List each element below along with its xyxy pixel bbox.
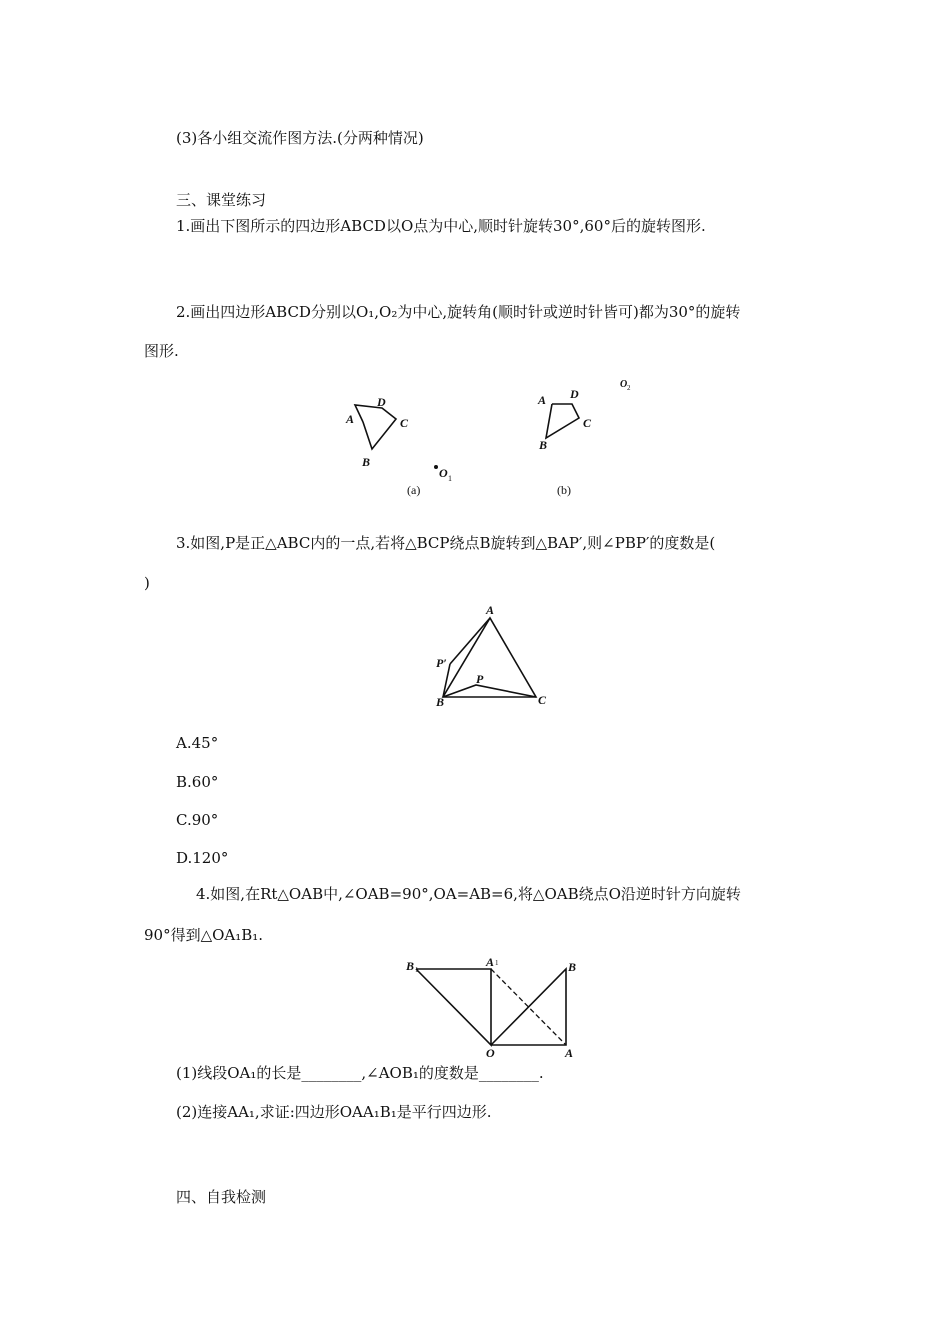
question-3-line-1: 3.如图,P是正△ABC内的一点,若将△BCP绕点B旋转到△BAP′,则∠PBP′的度数是( xyxy=(176,534,716,552)
section-heading-self-check: 四、自我检测 xyxy=(176,1188,267,1206)
question-4-sub-1: (1)线段OA₁的长是________,∠AOB₁的度数是________. xyxy=(176,1064,544,1082)
question-2-line-1: 2.画出四边形ABCD分别以O₁,O₂为中心,旋转角(顺时针或逆时针皆可)都为30°的旋转 xyxy=(176,303,741,321)
fig4-label-A: A xyxy=(565,1046,574,1060)
fig3-label-C: C xyxy=(538,693,547,707)
figure-b xyxy=(546,404,579,438)
fig4-label-B: B xyxy=(568,960,577,974)
fig-a-label-O: O xyxy=(439,466,448,480)
fig-b-caption: (b) xyxy=(557,483,571,497)
fig-a-caption: (a) xyxy=(407,483,421,497)
fig-b-label-O-subscript: 2 xyxy=(627,384,631,392)
figure-rotated-triangle xyxy=(400,955,590,1060)
fig-a-label-C: C xyxy=(400,416,409,430)
fig4-label-O: O xyxy=(486,1046,495,1060)
option-a: A.45° xyxy=(176,734,219,752)
fig3-label-B: B xyxy=(436,695,445,709)
fig-b-label-O: O xyxy=(620,379,628,390)
fig-a-point-O1 xyxy=(434,465,438,469)
option-d: D.120° xyxy=(176,849,229,867)
figure-equilateral-triangle xyxy=(430,600,560,715)
fig-b-label-D: D xyxy=(570,387,579,401)
question-4-line-2: 90°得到△OA₁B₁. xyxy=(144,926,264,944)
fig-a-label-A: A xyxy=(346,412,355,426)
option-c: C.90° xyxy=(176,811,219,829)
fig4-label-B1: B xyxy=(406,959,415,973)
fig4-label-A1-subscript: 1 xyxy=(495,959,499,967)
text-step-3: (3)各小组交流作图方法.(分两种情况) xyxy=(176,129,424,147)
fig-a-label-D: D xyxy=(377,395,386,409)
fig-a-label-B: B xyxy=(362,455,371,469)
fig-b-label-A: A xyxy=(538,393,547,407)
fig3-label-A: A xyxy=(486,603,495,617)
fig4-label-A1: A xyxy=(486,955,495,969)
fig-b-label-B: B xyxy=(539,438,548,452)
figure-a xyxy=(355,405,396,449)
question-3-line-2: ) xyxy=(144,574,150,592)
fig-a-label-O-subscript: 1 xyxy=(448,474,452,483)
question-4-line-1: 4.如图,在Rt△OAB中,∠OAB=90°,OA=AB=6,将△OAB绕点O沿逆时针方向旋转 xyxy=(196,885,741,903)
fig3-label-P-prime: P′ xyxy=(436,656,447,670)
fig-b-label-C: C xyxy=(583,416,592,430)
section-heading-classroom-practice: 三、课堂练习 xyxy=(176,191,267,209)
question-2-line-2: 图形. xyxy=(144,342,179,360)
question-4-sub-2: (2)连接AA₁,求证:四边形OAA₁B₁是平行四边形. xyxy=(176,1103,492,1121)
question-1: 1.画出下图所示的四边形ABCD以O点为中心,顺时针旋转30°,60°后的旋转图形. xyxy=(176,217,706,235)
fig4-label-B1-subscript: 1 xyxy=(415,966,419,974)
fig3-label-P: P xyxy=(476,672,484,686)
figure-quadrilaterals xyxy=(330,370,650,505)
option-b: B.60° xyxy=(176,773,219,791)
